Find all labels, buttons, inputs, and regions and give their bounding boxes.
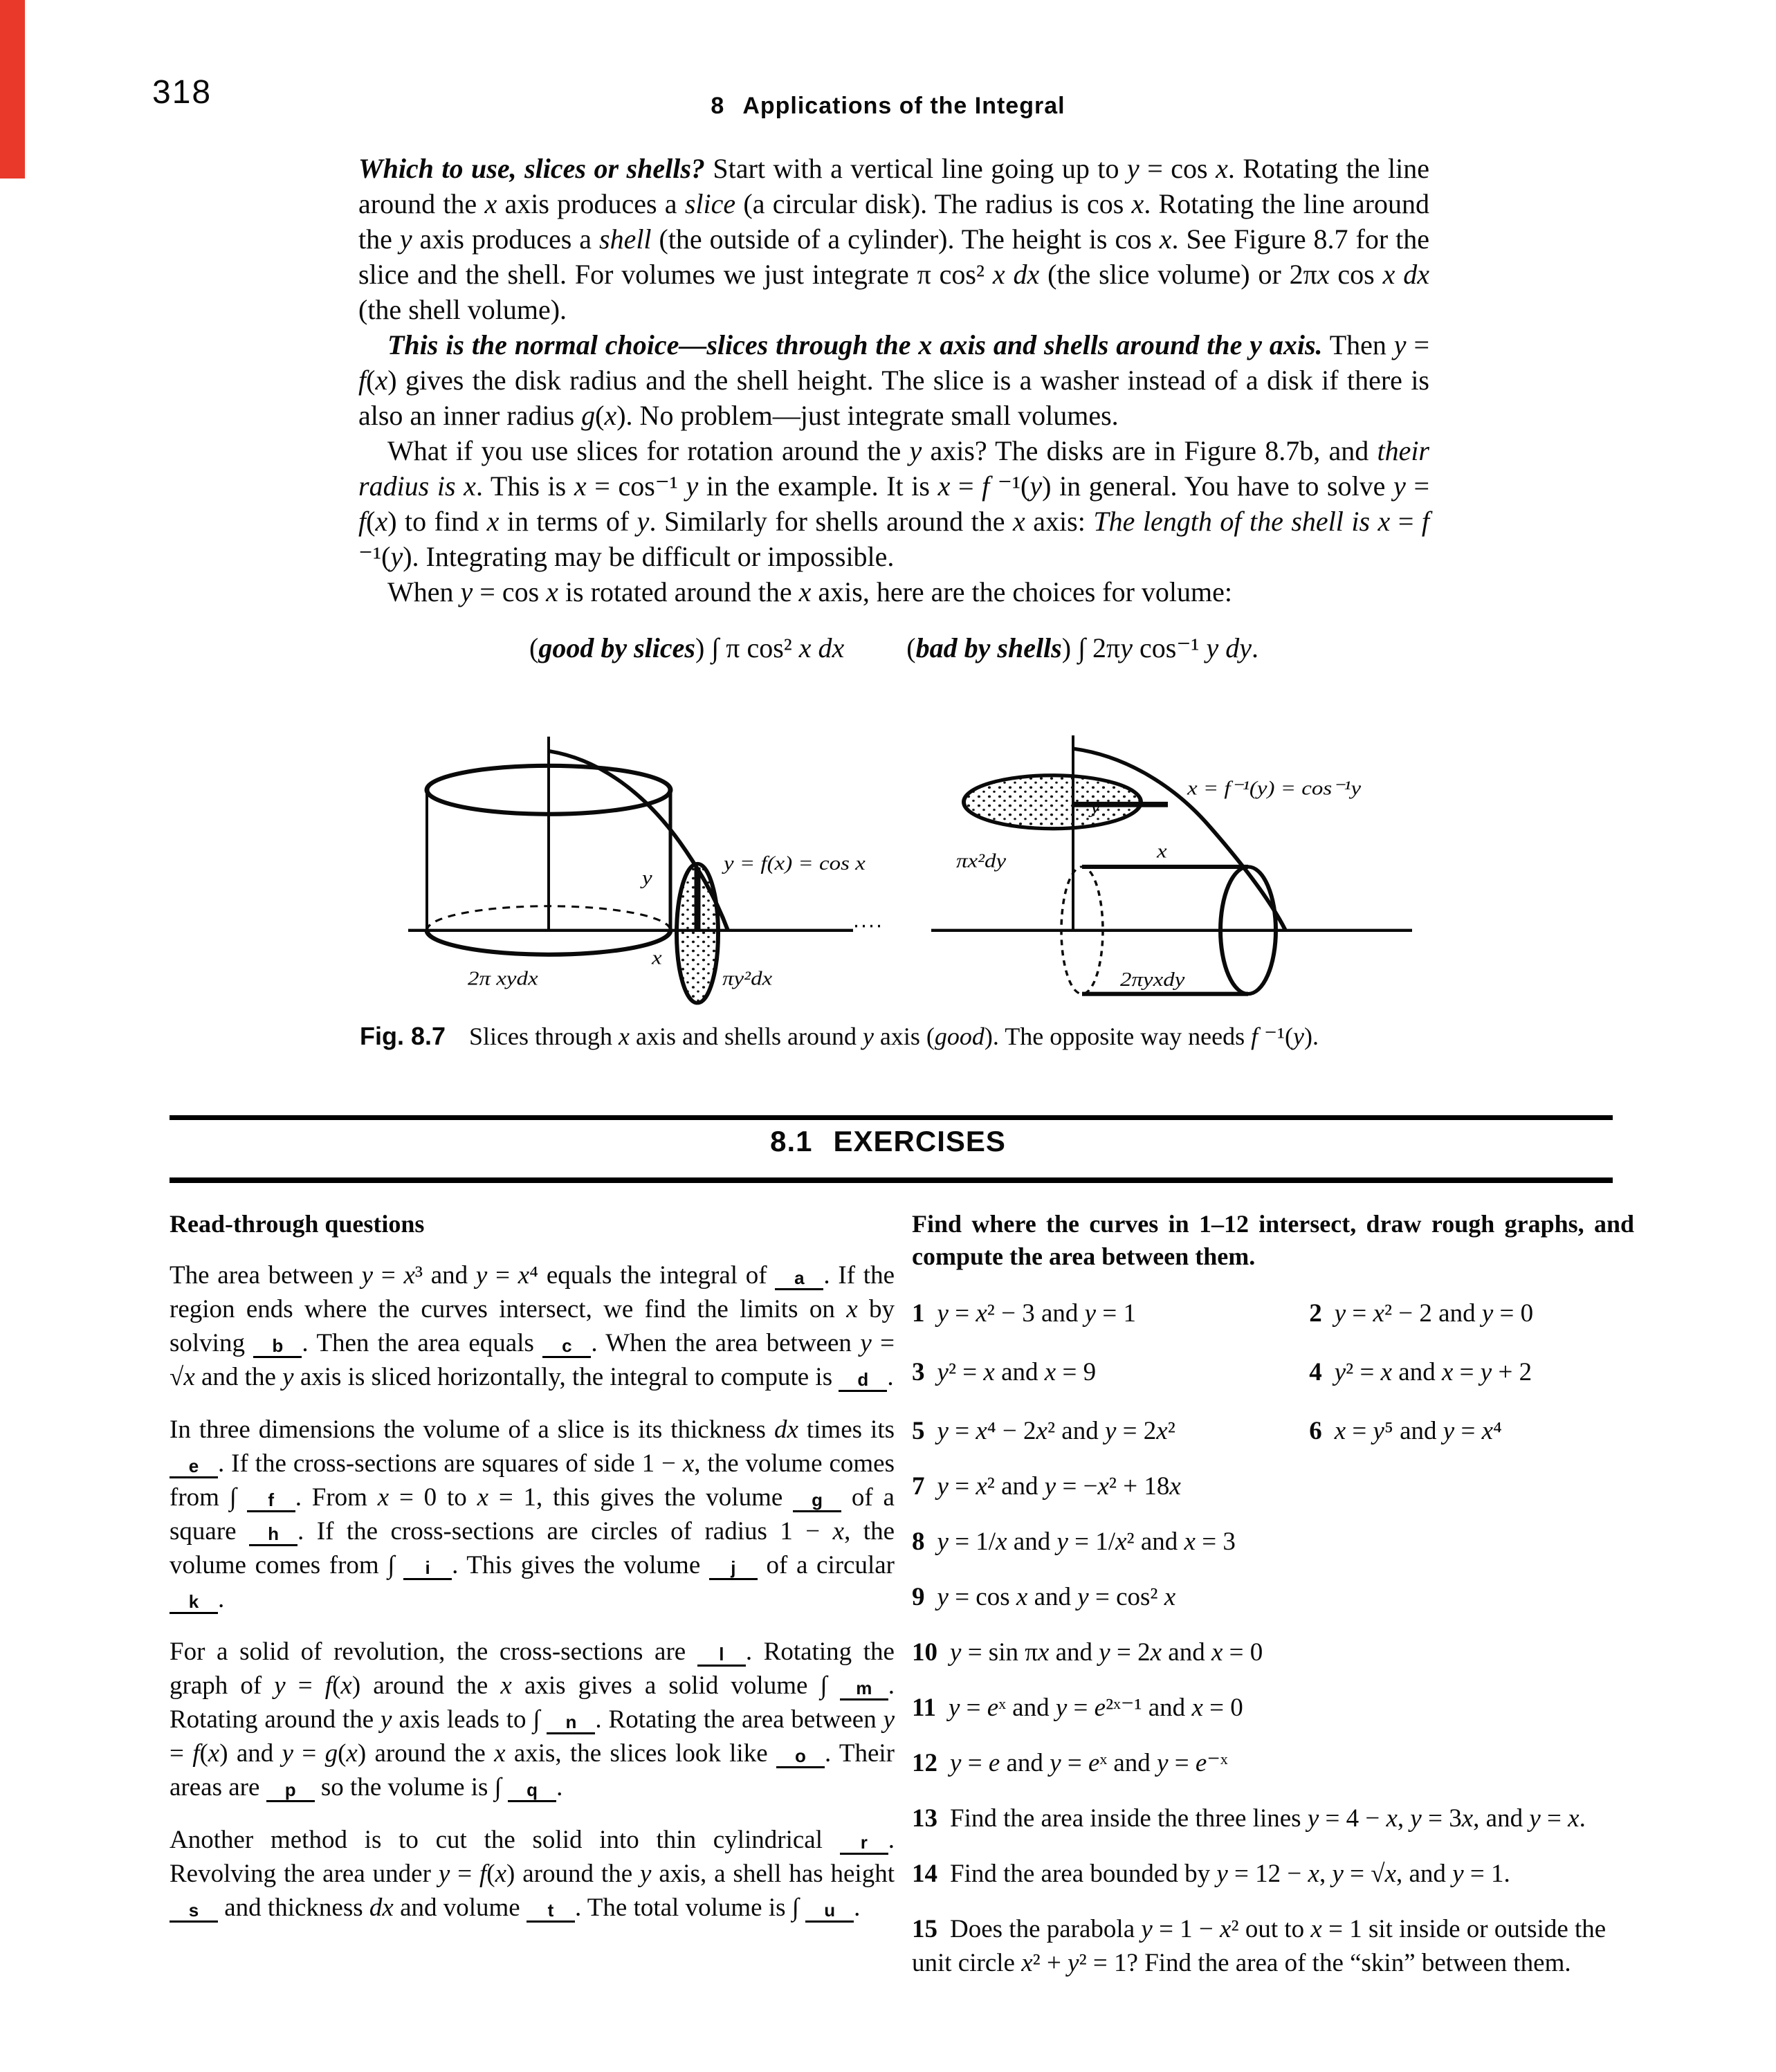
problem-text: y² = x and x = y + 2 (1334, 1358, 1532, 1386)
problem-13 (912, 1801, 1634, 1835)
exercises-title-text: EXERCISES (833, 1125, 1006, 1157)
problem-row-5-6 (912, 1414, 1634, 1448)
problem-text: Does the parabola y = 1 − x² out to x = 1 sit inside or outside the unit circle x² + y² = 1? Find the area of the “skin” between them. (912, 1915, 1606, 1977)
problem-row-1-2 (912, 1296, 1634, 1330)
problems-1-6 (912, 1296, 1634, 1448)
figure-caption (360, 1021, 1439, 1052)
problem-number: 4 (1309, 1358, 1322, 1386)
disk-y-label: y (1090, 794, 1101, 818)
problem-text: y = x² − 2 and y = 0 (1334, 1299, 1534, 1328)
problem-text: y = eˣ and y = e²ˣ⁻¹ and x = 0 (948, 1694, 1243, 1722)
exercises-rule-bottom (170, 1177, 1613, 1183)
problem-number: 3 (912, 1358, 925, 1386)
equation-bad-by-shells: (bad by shells) ∫ 2πy cos⁻¹ y dy. (906, 632, 1258, 663)
shell-bottom-front-arc (427, 930, 670, 955)
problem-text: Find the area bounded by y = 12 − x, y = √x, and y = 1. (950, 1860, 1510, 1888)
problem-number: 2 (1309, 1299, 1322, 1328)
read-through-heading: Read-through questions (170, 1210, 425, 1238)
figure-8-7 (400, 731, 1432, 1021)
problem-number: 14 (912, 1860, 937, 1888)
problem-text: y = x² − 3 and y = 1 (937, 1299, 1136, 1328)
problem-8 (912, 1525, 1634, 1559)
page-number: 318 (152, 74, 212, 111)
problem-1 (912, 1296, 1309, 1330)
problem-6 (1309, 1414, 1634, 1448)
problem-number: 9 (912, 1583, 925, 1611)
height-label: y (642, 866, 652, 889)
problem-4 (1309, 1355, 1634, 1389)
problem-2 (1309, 1296, 1634, 1330)
intro-paragraph-1: Which to use, slices or shells? Start with a vertical line going up to y = cos x. Rotating the line around the x axis produces a slice (a circular disk). The radius is cos x. Rotating the line around the y axis produces a shell (the outside of a cylinder). The height is cos x. See Figure 8.7 for the slice and the shell. For volumes we just integrate π cos² x dx (the slice volume) or 2πx cos x dx (the shell volume). (358, 153, 1430, 325)
intro-paragraph-3: What if you use slices for rotation around the y axis? The disks are in Figure 8.7b, and their radius is x. This is x = cos⁻¹ y in the example. It is x = f ⁻¹(y) in general. You have to solve y = f(x) to find x in terms of y. Similarly for shells around the x axis: The length of the shell is x = f ⁻¹(y). Integrating may be difficult or impossible. (358, 435, 1430, 572)
figure-caption-label: Fig. 8.7 (360, 1022, 446, 1050)
x-coordinate-label: x (652, 946, 662, 969)
problem-text: y = 1/x and y = 1/x² and x = 3 (937, 1528, 1236, 1556)
volume-choices-equation (358, 630, 1429, 666)
chapter-number: 8 (711, 93, 725, 119)
problem-text: y = e and y = eˣ and y = e⁻ˣ (950, 1749, 1228, 1777)
exercises-section-number: 8.1 (770, 1125, 813, 1157)
problem-3 (912, 1355, 1309, 1389)
problem-number: 15 (912, 1915, 937, 1943)
problem-number: 7 (912, 1472, 925, 1501)
page-edge-marker (0, 0, 25, 178)
exercises-section-title (0, 1125, 1776, 1158)
chapter-title: Applications of the Integral (742, 93, 1065, 119)
disk-volume-label: πx²dy (956, 849, 1007, 872)
problem-9 (912, 1580, 1634, 1614)
problem-12 (912, 1746, 1634, 1780)
radius-label: x (1157, 839, 1167, 863)
read-through-paragraph-1: The area between y = x³ and y = x⁴ equals the integral of a . If the region ends where the curves intersect, we find the limits on x by solving b . Then the area equals c . When the area between y = √x and the y axis is sliced horizontally, the integral to compute is d . (170, 1261, 895, 1391)
problem-14 (912, 1857, 1634, 1891)
problem-number: 10 (912, 1638, 937, 1667)
problem-15 (912, 1912, 1634, 1980)
problem-text: y = x² and y = −x² + 18x (937, 1472, 1181, 1501)
problem-11 (912, 1691, 1634, 1725)
problem-number: 1 (912, 1299, 925, 1328)
problem-5 (912, 1414, 1309, 1448)
problem-number: 12 (912, 1749, 937, 1777)
slice-volume-label: πy²dx (722, 966, 773, 990)
figure-right-diagram (924, 731, 1429, 1021)
read-through-paragraph-3: For a solid of revolution, the cross-sections are l . Rotating the graph of y = f(x) around the x axis gives a solid volume ∫ m . Rotating around the y axis leads to ∫ n . Rotating the area between y = f(x) and y = g(x) around the x axis, the slices look like o . Their areas are p so the volume is ∫ q . (170, 1638, 895, 1801)
intro-paragraph-2: This is the normal choice—slices through the x axis and shells around the y axis. Then y = f(x) gives the disk radius and the shell height. The slice is a washer instead of a disk if there is also an inner radius g(x). No problem—just integrate small volumes. (358, 329, 1430, 431)
figure-left-diagram (400, 731, 905, 1021)
intro-paragraph-4: When y = cos x is rotated around the x axis, here are the choices for volume: (387, 576, 1233, 607)
problem-text: y = cos x and y = cos² x (937, 1583, 1176, 1611)
curve-equation-label: y = f(x) = cos x (724, 852, 866, 874)
problem-number: 5 (912, 1417, 925, 1445)
equation-good-by-slices: (good by slices) ∫ π cos² x dx (529, 632, 845, 663)
read-through-column (170, 1208, 895, 1925)
inverse-cosine-curve (1074, 749, 1285, 930)
problem-number: 6 (1309, 1417, 1322, 1445)
read-through-paragraph-4: Another method is to cut the solid into thin cylindrical r . Revolving the area under y = f(x) around the y axis, a shell has height s and thickness dx and volume t . The total volume is ∫ u . (170, 1826, 895, 1922)
figure-caption-text: Slices through x axis and shells around y axis (good). The opposite way needs f ⁻¹(y). (469, 1023, 1319, 1050)
problems-intro: Find where the curves in 1–12 intersect, draw rough graphs, and compute the area between them. (912, 1210, 1634, 1270)
problem-text: y² = x and x = 9 (937, 1358, 1097, 1386)
problem-text: y = x⁴ − 2x² and y = 2x² (937, 1417, 1175, 1445)
chapter-header (0, 93, 1776, 120)
problem-10 (912, 1635, 1634, 1669)
shell-volume-label: 2π xydx (468, 966, 538, 990)
problem-number: 11 (912, 1694, 936, 1722)
curve-equation-label: x = f⁻¹(y) = cos⁻¹y (1187, 776, 1362, 800)
read-through-paragraph-2: In three dimensions the volume of a slice is its thickness dx times its e . If the cross-sections are squares of side 1 − x, the volume comes from ∫ f . From x = 0 to x = 1, this gives the volume g of a square h . If the cross-sections are circles of radius 1 − x, the volume comes from ∫ i . This gives the volume j of a circular k . (170, 1415, 895, 1613)
problem-number: 13 (912, 1804, 937, 1833)
exercises-rule-top (170, 1115, 1613, 1120)
problem-7 (912, 1469, 1634, 1503)
shell-volume-label: 2πyxdy (1120, 968, 1185, 991)
problem-text: Find the area inside the three lines y = 4 − x, y = 3x, and y = x. (950, 1804, 1586, 1833)
problem-text: y = sin πx and y = 2x and x = 0 (950, 1638, 1263, 1667)
problem-number: 8 (912, 1528, 925, 1556)
problem-row-3-4 (912, 1355, 1634, 1389)
problems-column (912, 1208, 1634, 1980)
problem-text: x = y⁵ and y = x⁴ (1334, 1417, 1502, 1445)
intro-section (358, 151, 1429, 666)
